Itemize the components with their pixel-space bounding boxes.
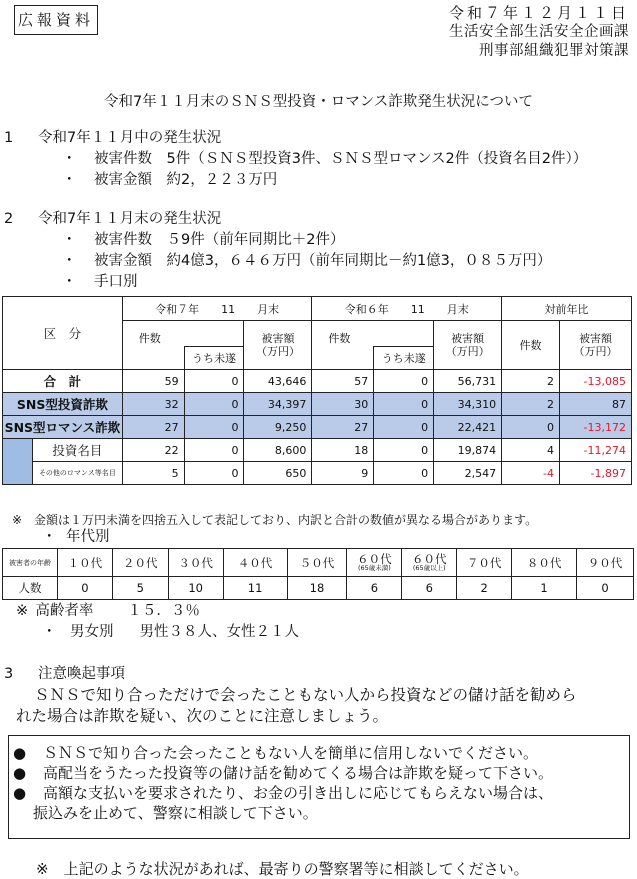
section-1 <box>0 128 637 191</box>
footer-note: ※ 上記のような状況があれば、最寄りの警察署等に相談してください。 <box>36 860 529 878</box>
bullet-icon: ・ <box>62 151 77 167</box>
age-row-label: 被害者の年齢 <box>3 549 58 577</box>
s2-by-method: 手口別 <box>94 274 138 290</box>
bullet-icon: ・ <box>42 529 57 545</box>
gender-breakdown: ・ 男女別 男性３８人、女性２１人 <box>42 622 299 643</box>
age-80s: ８０代 <box>512 549 577 577</box>
issuer-block <box>449 4 629 61</box>
rounding-note: ※ 金額は１万円未満を四捨五入して表記しており、内訳と合計の数値が異なる場合があります。 <box>12 513 538 527</box>
romance-indent-cell <box>3 439 33 485</box>
table-row-other-romance: その他のロマンス等名目 5 0 650 9 0 2,547 -4 -1,897 <box>3 462 632 485</box>
r7-count-header: 件数 <box>122 321 244 347</box>
bullet-icon: ・ <box>62 172 77 188</box>
section-3-para-1: ＳＮＳで知り合っただけで会ったこともない人から投資などの儲け話を勧めら <box>34 686 577 704</box>
bullet-icon: ・ <box>42 624 57 640</box>
section-3 <box>0 664 637 727</box>
r6-attempted-header: うち未遂 <box>374 347 434 370</box>
press-release-stamp: 広報資料 <box>14 5 98 35</box>
section-3-para-2: れた場合は詐欺を疑い、次のことに注意しましょう。 <box>16 707 389 725</box>
age-table: 被害者の年齢 １０代 ２０代 ３０代 ４０代 ５０代 ６０代 (65歳未満) ６０代 (65歳以上) ７０代 ８０代 ９０代 人数 0 5 10 11 18 6 6 2 1 0 <box>2 548 634 600</box>
s1-damage-count: 被害件数 5件（ＳＮＳ型投資3件、ＳＮＳ型ロマンス2件（投資名目2件）） <box>94 151 588 167</box>
r6-count-spacer <box>312 347 374 370</box>
section-2-heading: 令和7年１１月末の発生状況 <box>38 211 222 227</box>
category-header: 区 分 <box>3 297 123 370</box>
table-row-sns-investment: SNS型投資詐欺 32 0 34,397 30 0 34,310 2 87 <box>3 393 632 416</box>
r7-count-spacer <box>122 347 184 370</box>
age-60s-under65: ６０代 (65歳未満) <box>347 549 402 577</box>
filled-circle-icon: ● <box>13 744 27 762</box>
method-table <box>2 296 632 485</box>
yoy-amount-header: 被害額 （万円） <box>559 321 631 370</box>
section-1-heading: 令和7年１１月中の発生状況 <box>38 130 222 146</box>
issue-date: 令和７年１２月１１日 <box>448 4 629 22</box>
table-row-sns-romance: SNS型ロマンス詐欺 27 0 9,250 27 0 22,421 0 -13,172 <box>3 416 632 439</box>
section-3-number: 3 <box>4 666 14 682</box>
document-title: 令和7年１１月末のＳＮＳ型投資・ロマンス詐欺発生状況について <box>104 94 533 110</box>
age-20s: ２０代 <box>112 549 168 577</box>
age-bullet: ・ 年代別 <box>42 527 110 548</box>
bullet-icon: ・ <box>62 232 77 248</box>
s2-damage-amount: 被害金額 約4億3，６４６万円（前年同期比－約1億3，０８５万円） <box>94 253 552 269</box>
age-30s: ３０代 <box>168 549 223 577</box>
age-90s: ９０代 <box>577 549 634 577</box>
yoy-count-header: 件数 <box>502 321 560 370</box>
bullet-icon: ・ <box>62 274 77 290</box>
r7-attempted-header: うち未遂 <box>184 347 244 370</box>
section-3-heading: 注意喚起事項 <box>38 666 125 682</box>
filled-circle-icon: ● <box>13 764 27 782</box>
warning-item-continuation: 振込みを止めて、警察に相談して下さい。 <box>33 804 318 822</box>
table-row-investment-pretext: 投資名目 22 0 8,600 18 0 19,874 4 -11,274 <box>3 439 632 462</box>
r6-count-header: 件数 <box>312 321 434 347</box>
r6-header: 令和６年 11 月末 <box>312 297 502 321</box>
bullet-icon: ・ <box>62 253 77 269</box>
issuer-dept-2: 刑事部組織犯罪対策課 <box>479 43 629 59</box>
yoy-header: 対前年比 <box>502 297 632 321</box>
age-50s: ５０代 <box>287 549 347 577</box>
warning-item: ● ＳＮＳで知り合った会ったこともない人を簡単に信用しないでください。 <box>13 744 539 762</box>
age-70s: ７０代 <box>457 549 512 577</box>
r7-amount-header: 被害額 （万円） <box>244 321 312 370</box>
age-10s: １０代 <box>57 549 112 577</box>
table-row-total: 合 計 59 0 43,646 57 0 56,731 2 -13,085 <box>3 370 632 393</box>
s1-damage-amount: 被害金額 約2，２２３万円 <box>94 172 278 188</box>
section-2-number: 2 <box>4 211 14 227</box>
warning-item: ● 高配当をうたった投資等の儲け話を勧めてくる場合は詐欺を疑って下さい。 <box>13 764 554 782</box>
warning-item: ● 高額な支払いを要求されたり、お金の引き出しに応じてもらえない場合は、 <box>13 784 554 802</box>
r7-header: 令和７年 11 月末 <box>122 297 312 321</box>
r6-amount-header: 被害額 （万円） <box>434 321 502 370</box>
age-40s: ４０代 <box>223 549 287 577</box>
s2-damage-count: 被害件数 ５9件（前年同期比＋2件） <box>94 232 345 248</box>
issuer-dept-1: 生活安全部生活安全企画課 <box>449 24 629 40</box>
filled-circle-icon: ● <box>13 784 27 802</box>
count-row-label: 人数 <box>3 577 58 600</box>
warning-box <box>8 735 630 839</box>
elderly-rate: ※ 高齢者率 １５．３％ <box>16 603 200 619</box>
section-2 <box>0 209 637 293</box>
section-1-number: 1 <box>4 130 14 146</box>
age-60s-over65: ６０代 (65歳以上) <box>402 549 457 577</box>
